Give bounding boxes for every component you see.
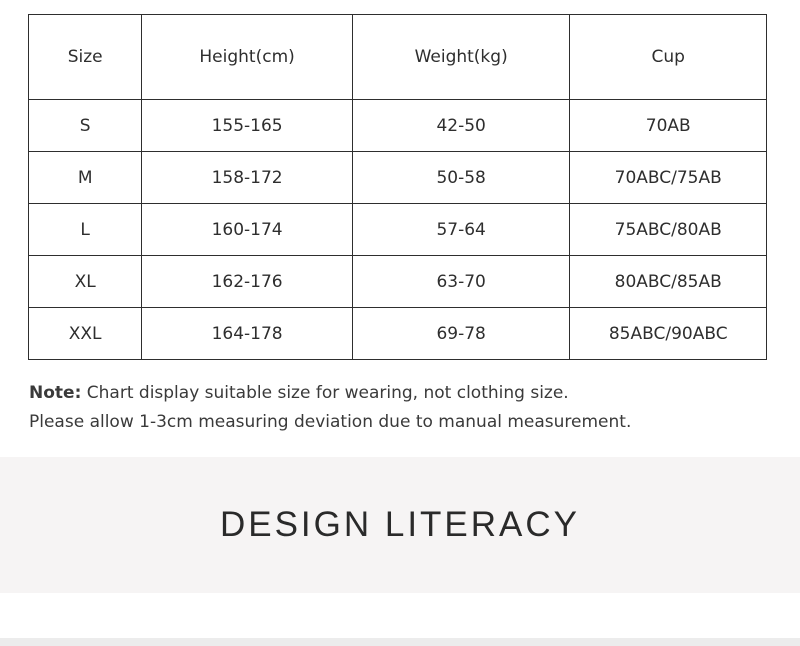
cell-cup: 80ABC/85AB bbox=[570, 256, 767, 308]
table-header-row bbox=[29, 15, 767, 100]
size-notes bbox=[29, 379, 631, 437]
cell-height: 155-165 bbox=[142, 100, 353, 152]
header-size: Size bbox=[29, 15, 142, 100]
cell-weight: 57-64 bbox=[352, 204, 570, 256]
cell-cup: 85ABC/90ABC bbox=[570, 308, 767, 360]
note-label: Note: bbox=[29, 383, 82, 403]
cell-size: S bbox=[29, 100, 142, 152]
cell-size: M bbox=[29, 152, 142, 204]
table-row bbox=[29, 100, 767, 152]
cell-height: 162-176 bbox=[142, 256, 353, 308]
cell-height: 160-174 bbox=[142, 204, 353, 256]
size-chart-table bbox=[28, 14, 767, 360]
cell-weight: 69-78 bbox=[352, 308, 570, 360]
note-text: Chart display suitable size for wearing, not clothing size. bbox=[81, 383, 569, 403]
design-literacy-banner bbox=[0, 457, 800, 593]
header-cup: Cup bbox=[570, 15, 767, 100]
table-row bbox=[29, 204, 767, 256]
cell-cup: 70AB bbox=[570, 100, 767, 152]
header-weight: Weight(kg) bbox=[352, 15, 570, 100]
note-line-2: Please allow 1-3cm measuring deviation due to manual measurement. bbox=[29, 412, 632, 432]
cell-weight: 50-58 bbox=[352, 152, 570, 204]
table-row bbox=[29, 256, 767, 308]
cell-height: 158-172 bbox=[142, 152, 353, 204]
cell-weight: 42-50 bbox=[352, 100, 570, 152]
cell-cup: 70ABC/75AB bbox=[570, 152, 767, 204]
bottom-divider bbox=[0, 638, 800, 646]
cell-size: XXL bbox=[29, 308, 142, 360]
cell-size: L bbox=[29, 204, 142, 256]
note-line-1 bbox=[29, 379, 631, 408]
banner-title: DESIGN LITERACY bbox=[219, 505, 581, 544]
cell-cup: 75ABC/80AB bbox=[570, 204, 767, 256]
header-height: Height(cm) bbox=[142, 15, 353, 100]
cell-size: XL bbox=[29, 256, 142, 308]
table-row bbox=[29, 152, 767, 204]
table-row bbox=[29, 308, 767, 360]
cell-height: 164-178 bbox=[142, 308, 353, 360]
cell-weight: 63-70 bbox=[352, 256, 570, 308]
